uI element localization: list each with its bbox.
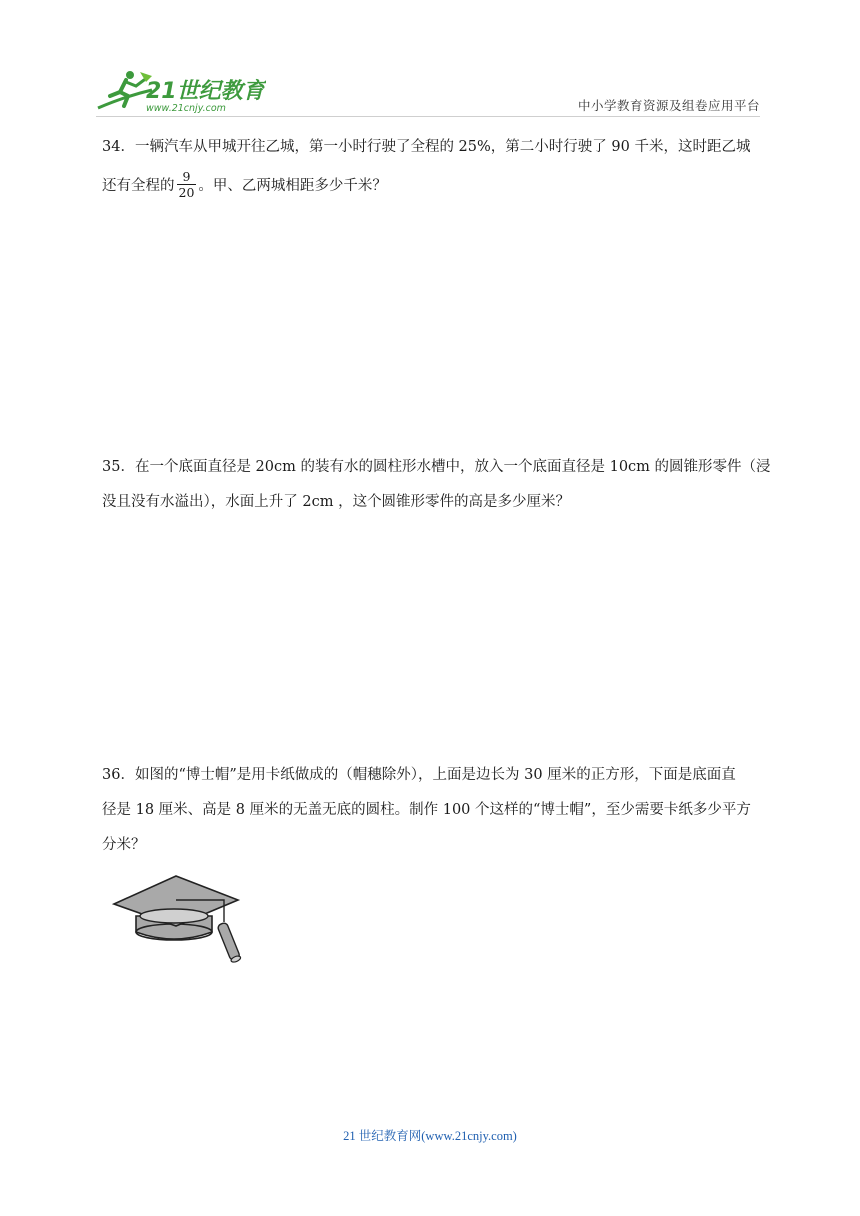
question-number: 36． xyxy=(102,767,135,783)
question-34 xyxy=(102,130,762,204)
question-35-line-1 xyxy=(102,450,771,485)
question-36-line-1 xyxy=(102,758,762,793)
header-divider xyxy=(96,116,760,117)
question-36-line-2: 径是 18 厘米、高是 8 厘米的无盖无底的圆柱。制作 100 个这样的“博士帽”，至少需要卡纸多少平方 xyxy=(102,802,751,818)
question-number: 35． xyxy=(102,459,135,475)
question-text: 在一个底面直径是 20cm 的装有水的圆柱形水槽中，放入一个底面直径是 10cm 的圆锥形零件（浸 xyxy=(134,459,771,475)
question-text: 一辆汽车从甲城开往乙城，第一小时行驶了全程的 25%，第二小时行驶了 90 千米，这时距乙城 xyxy=(134,139,751,155)
question-36 xyxy=(102,758,762,863)
question-text: 如图的“博士帽”是用卡纸做成的（帽穗除外），上面是边长为 30 厘米的正方形，下面是底面直 xyxy=(134,767,736,783)
question-text: 。甲、乙两城相距多少千米？ xyxy=(198,178,387,194)
question-34-line-2 xyxy=(102,169,762,204)
question-34-line-1 xyxy=(102,130,762,165)
question-number: 34． xyxy=(102,139,135,155)
svg-text:21世纪教育: 21世纪教育 xyxy=(146,79,265,104)
page-header xyxy=(96,66,760,116)
fraction-denominator: 20 xyxy=(178,184,195,200)
platform-name: 中小学教育资源及组卷应用平台 xyxy=(577,98,760,113)
runner-icon xyxy=(98,71,152,108)
question-35 xyxy=(102,450,771,520)
site-logo xyxy=(96,66,266,116)
question-text: 还有全程的 xyxy=(102,178,175,194)
fraction-numerator: 9 xyxy=(182,168,191,184)
graduation-cap-icon xyxy=(110,870,250,970)
svg-text:www.21cnjy.com: www.21cnjy.com xyxy=(146,103,226,114)
page-footer: 21 世纪教育网(www.21cnjy.com) xyxy=(343,1129,517,1143)
question-36-line-3: 分米？ xyxy=(102,837,146,853)
fraction xyxy=(177,169,197,200)
question-35-line-2: 没且没有水溢出），水面上升了 2cm ，这个圆锥形零件的高是多少厘米？ xyxy=(102,494,571,510)
